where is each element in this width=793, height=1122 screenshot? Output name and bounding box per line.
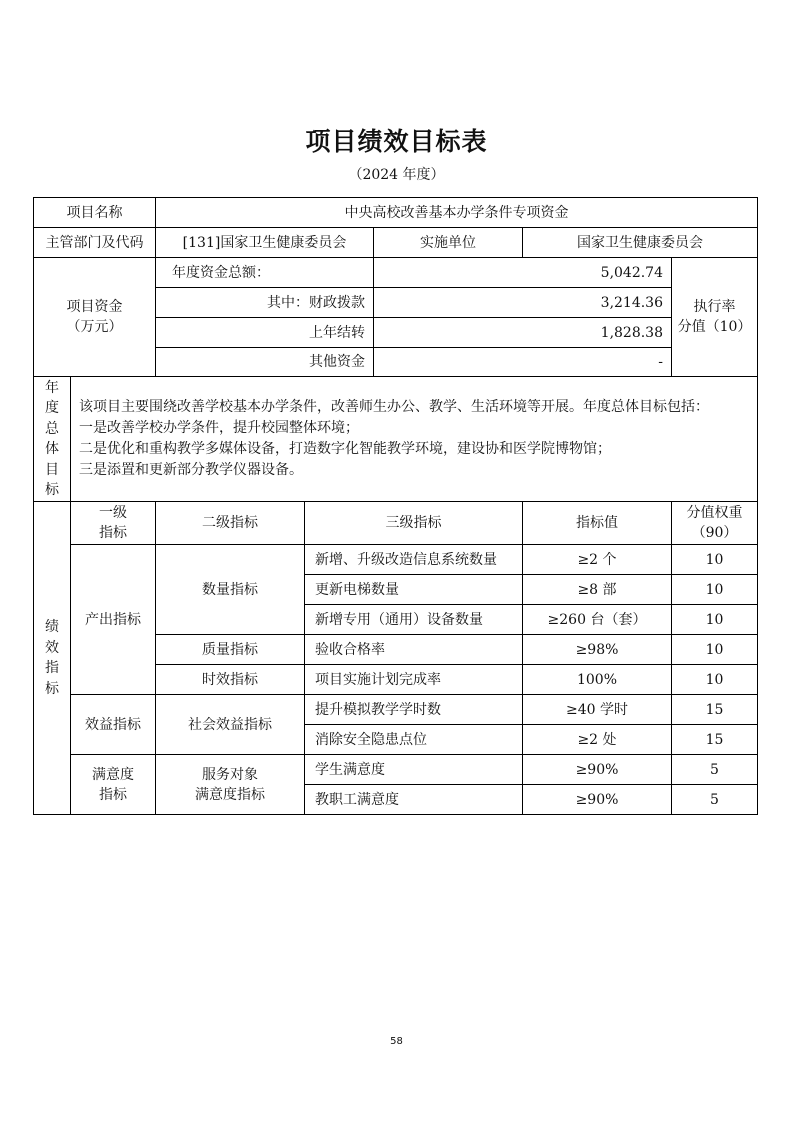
indicator-name: 新增、升级改造信息系统数量 xyxy=(304,544,523,575)
funds-total-label: 年度资金总额： xyxy=(155,257,374,288)
indicator-name: 更新电梯数量 xyxy=(304,574,523,605)
page-subtitle: （2024 年度） xyxy=(348,167,445,183)
indicator-value: ≥90% xyxy=(522,784,672,815)
indicator-weight: 10 xyxy=(671,634,758,665)
annual-goal-label: 年 度 总 体 目 标 xyxy=(33,376,71,502)
unit-label: 实施单位 xyxy=(373,227,523,258)
dept-value: [131]国家卫生健康委员会 xyxy=(155,227,374,258)
level1-output: 产出指标 xyxy=(70,544,156,695)
funds-carryover-label: 上年结转 xyxy=(155,317,374,348)
indicator-weight: 10 xyxy=(671,544,758,575)
indicator-value: ≥90% xyxy=(522,754,672,785)
header-level2: 二级指标 xyxy=(155,501,305,545)
indicator-weight: 10 xyxy=(671,604,758,635)
indicator-weight: 15 xyxy=(671,724,758,755)
indicator-value: ≥260 台（套） xyxy=(522,604,672,635)
funds-label: 项目资金 （万元） xyxy=(33,257,156,377)
indicator-name: 学生满意度 xyxy=(304,754,523,785)
indicator-value: ≥2 个 xyxy=(522,544,672,575)
level2-timeliness: 时效指标 xyxy=(155,664,305,695)
header-value: 指标值 xyxy=(522,501,672,545)
level2-quantity: 数量指标 xyxy=(155,544,305,635)
level1-benefit: 效益指标 xyxy=(70,694,156,755)
funds-total-value: 5,042.74 xyxy=(373,257,672,288)
indicator-value: 100% xyxy=(522,664,672,695)
indicator-name: 新增专用（通用）设备数量 xyxy=(304,604,523,635)
indicator-name: 验收合格率 xyxy=(304,634,523,665)
indicator-name: 消除安全隐患点位 xyxy=(304,724,523,755)
funds-other-value: - xyxy=(373,347,672,377)
indicator-value: ≥8 部 xyxy=(522,574,672,605)
dept-label: 主管部门及代码 xyxy=(33,227,156,258)
indicator-value: ≥40 学时 xyxy=(522,694,672,725)
funds-fiscal-value: 3,214.36 xyxy=(373,287,672,318)
funds-fiscal-label: 其中：财政拨款 xyxy=(155,287,374,318)
indicator-value: ≥2 处 xyxy=(522,724,672,755)
project-name-value: 中央高校改善基本办学条件专项资金 xyxy=(155,197,758,228)
indicator-weight: 15 xyxy=(671,694,758,725)
indicator-name: 项目实施计划完成率 xyxy=(304,664,523,695)
project-name-label: 项目名称 xyxy=(33,197,156,228)
funds-carryover-value: 1,828.38 xyxy=(373,317,672,348)
level2-quality: 质量指标 xyxy=(155,634,305,665)
indicator-weight: 10 xyxy=(671,574,758,605)
header-weight: 分值权重 （90） xyxy=(671,501,758,545)
indicator-name: 提升模拟教学学时数 xyxy=(304,694,523,725)
level2-service: 服务对象 满意度指标 xyxy=(155,754,305,815)
page-number: 58 xyxy=(390,1036,403,1047)
header-level3: 三级指标 xyxy=(304,501,523,545)
header-level1: 一级 指标 xyxy=(70,501,156,545)
indicator-weight: 5 xyxy=(671,784,758,815)
funds-other-label: 其他资金 xyxy=(155,347,374,377)
annual-goal-text: 该项目主要围绕改善学校基本办学条件，改善师生办公、教学、生活环境等开展。年度总体目标包括： 一是改善学校办学条件，提升校园整体环境； 二是优化和重构教学多媒体设备，打造数字化智能教学环境，建设协和医学院博物馆； 三是添置和更新部分教学仪器设备。 xyxy=(70,376,758,502)
indicator-weight: 10 xyxy=(671,664,758,695)
level1-satisfaction: 满意度 指标 xyxy=(70,754,156,815)
page-title: 项目绩效目标表 xyxy=(305,127,488,156)
indicator-name: 教职工满意度 xyxy=(304,784,523,815)
level2-social: 社会效益指标 xyxy=(155,694,305,755)
unit-value: 国家卫生健康委员会 xyxy=(522,227,758,258)
indicator-weight: 5 xyxy=(671,754,758,785)
performance-label: 绩 效 指 标 xyxy=(33,501,71,815)
indicator-value: ≥98% xyxy=(522,634,672,665)
exec-rate-label: 执行率 分值（10） xyxy=(671,257,758,377)
